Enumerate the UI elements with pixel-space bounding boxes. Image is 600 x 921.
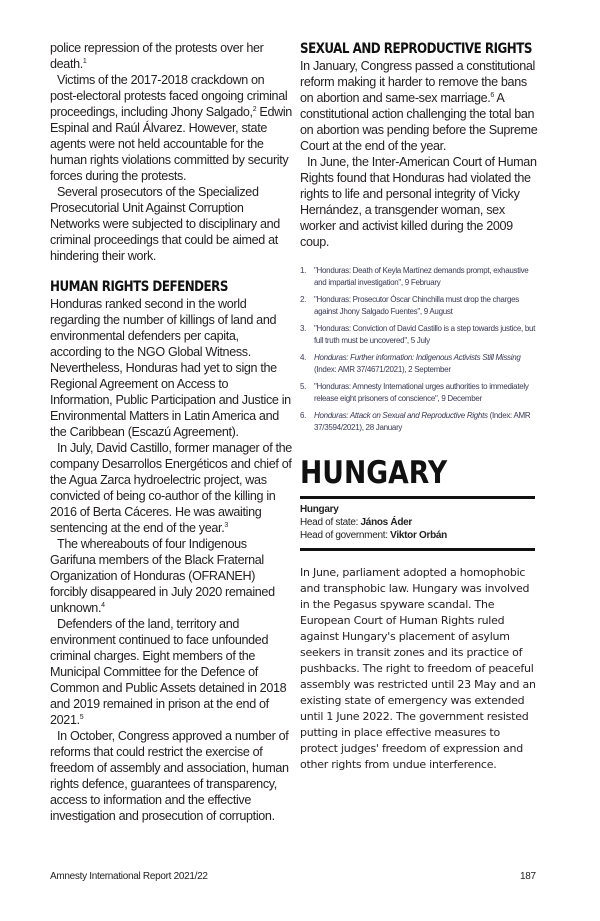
endnote-detail: (Index: AMR 37/4671/2021), 2 September (314, 365, 451, 374)
endnote-detail: "Honduras: Prosecutor Óscar Chinchilla must drop the charges against Jhony Salgado Fuentes", 9 August (314, 295, 519, 316)
endnote-title: Honduras: Attack on Sexual and Reproductive Rights (314, 411, 488, 420)
footnote-ref[interactable]: 5 (79, 714, 84, 721)
paragraph (50, 72, 292, 184)
paragraph: In June, the Inter-American Court of Human Rights found that Honduras had violated the rights to life and personal integrity of Vicky Hernández, a transgender woman, sex worker and activist killed during the 2009 coup. (300, 155, 537, 249)
endnote-text[interactable] (314, 381, 540, 405)
endnote-text[interactable] (314, 294, 540, 318)
country-summary: In June, parliament adopted a homophobic and transphobic law. Hungary was involved in the Pegasus spyware scandal. The European Court of Human Rights ruled against Hungary's placement of asylum seekers in transit zones and its practice of pushbacks. The right to freedom of peaceful assembly was restricted until 23 May and an existing state of emergency was extended until 1 June 2022. The government resisted putting in place effective measures to protect judges' freedom of expression and other rights from undue interference. (300, 566, 536, 771)
endnote-title: Honduras: Further information: Indigenous Activists Still Missing (314, 353, 521, 362)
endnote-item (300, 323, 540, 347)
endnote-detail: "Honduras: Conviction of David Castillo is a step towards justice, but full truth must be uncovered", 5 July (314, 324, 536, 345)
endnote-detail: "Honduras: Death of Keyla Martínez demands prompt, exhaustive and impartial investigation", 9 February (314, 266, 529, 287)
footer-publication: Amnesty International Report 2021/22 (50, 871, 208, 882)
head-of-government-value: Viktor Orbán (390, 530, 447, 541)
endnote-number: 1. (300, 266, 307, 275)
endnote-number: 4. (300, 353, 307, 362)
paragraph-text: The whereabouts of four Indigenous Garifuna members of the Black Fraternal Organization of Honduras (OFRANEH) forcibly disappeared in July 2020 remained unknown. (50, 537, 275, 615)
endnote-item (300, 265, 540, 289)
endnote-item (300, 352, 540, 376)
paragraph (50, 40, 292, 72)
endnote-detail: (Index: AMR 37/3594/2021), 28 January (314, 411, 531, 432)
endnote-text[interactable] (314, 352, 540, 376)
endnotes-list (300, 265, 540, 434)
endnote-item (300, 381, 540, 405)
endnote-detail: "Honduras: Amnesty International urges authorities to immediately release eight prisoners of conscience", 9 December (314, 382, 529, 403)
paragraph (50, 616, 292, 728)
country-title: HUNGARY (300, 455, 448, 491)
footnote-ref[interactable]: 4 (101, 602, 105, 609)
endnote-item (300, 294, 540, 318)
paragraph: Honduras ranked second in the world regarding the number of killings of land and environmental defenders per capita, according to the NGO Global Witness. Nevertheless, Honduras had yet to sign the Regional Agreement on Access to Information, Public Participation and Justice in Environmental Matters in Latin America and the Caribbean (Escazú Agreement). (50, 297, 291, 439)
footnote-ref[interactable]: 2 (252, 106, 257, 113)
paragraph-text: Defenders of the land, territory and environment continued to face unfounded criminal charges. Eight members of the Municipal Committee for the Defence of Common and Public Assets detained in 2018 and 2019 remained in prison at the end of 2021. (50, 617, 287, 727)
right-column (300, 40, 540, 784)
endnote-item (300, 410, 540, 434)
paragraph-text: A constitutional action challenging the total ban on abortion was pending before the Supreme Court at the end of the year. (300, 91, 538, 153)
paragraph: Several prosecutors of the Specialized Prosecutorial Unit Against Corruption Networks were subjected to disciplinary and criminal proceedings that could be aimed at hindering their work. (50, 185, 280, 263)
section-heading-human-rights-defenders: HUMAN RIGHTS DEFENDERS (50, 279, 228, 295)
endnote-text[interactable] (314, 323, 540, 347)
country-facts (300, 503, 540, 542)
divider (300, 496, 535, 499)
endnote-number: 5. (300, 382, 307, 391)
country-name: Hungary (300, 504, 339, 515)
head-of-government-label: Head of government: (300, 530, 391, 541)
divider (300, 548, 535, 551)
head-of-government-line (300, 529, 540, 542)
paragraph-text: In January, Congress passed a constitutional reform making it harder to remove the bans on abortion and same-sex marriage. (300, 59, 535, 105)
endnote-text[interactable] (314, 410, 540, 434)
endnote-number: 3. (300, 324, 307, 333)
paragraph-text: Victims of the 2017-2018 crackdown on post-electoral protests faced ongoing criminal proceedings, including Jhony Salgado, (50, 73, 288, 119)
endnote-number: 6. (300, 411, 307, 420)
section-heading-sexual-reproductive-rights: SEXUAL AND REPRODUCTIVE RIGHTS (300, 41, 532, 57)
paragraph-text: In July, David Castillo, former manager of the company Desarrollos Energéticos and chief of the Agua Zarca hydroelectric project, was convicted of being co-author of the killing in 2016 of Berta Cáceres. He was awaiting sentencing at the end of the year. (50, 441, 292, 535)
endnote-number: 2. (300, 295, 307, 304)
paragraph (50, 536, 292, 616)
footnote-ref[interactable]: 3 (224, 522, 228, 529)
paragraph (50, 440, 292, 536)
head-of-state-line (300, 516, 540, 529)
head-of-state-value: János Áder (360, 517, 413, 528)
footnote-ref[interactable]: 6 (490, 92, 494, 99)
paragraph-text: police repression of the protests over her death. (50, 41, 264, 71)
head-of-state-label: Head of state: (300, 517, 361, 528)
left-column (50, 40, 292, 824)
page-number: 187 (520, 871, 536, 882)
endnote-text[interactable] (314, 265, 540, 289)
paragraph: In October, Congress approved a number of reforms that could restrict the exercise of freedom of assembly and association, human rights defence, guarantees of transparency, access to information and the effective investigation and prosecution of corruption. (50, 729, 289, 823)
paragraph (300, 58, 540, 154)
footnote-ref[interactable]: 1 (82, 58, 87, 65)
paragraph-text: Edwin Espinal and Raúl Álvarez. However, state agents were not held accountable for the human rights violations committed by security forces during the protests. (50, 105, 292, 183)
